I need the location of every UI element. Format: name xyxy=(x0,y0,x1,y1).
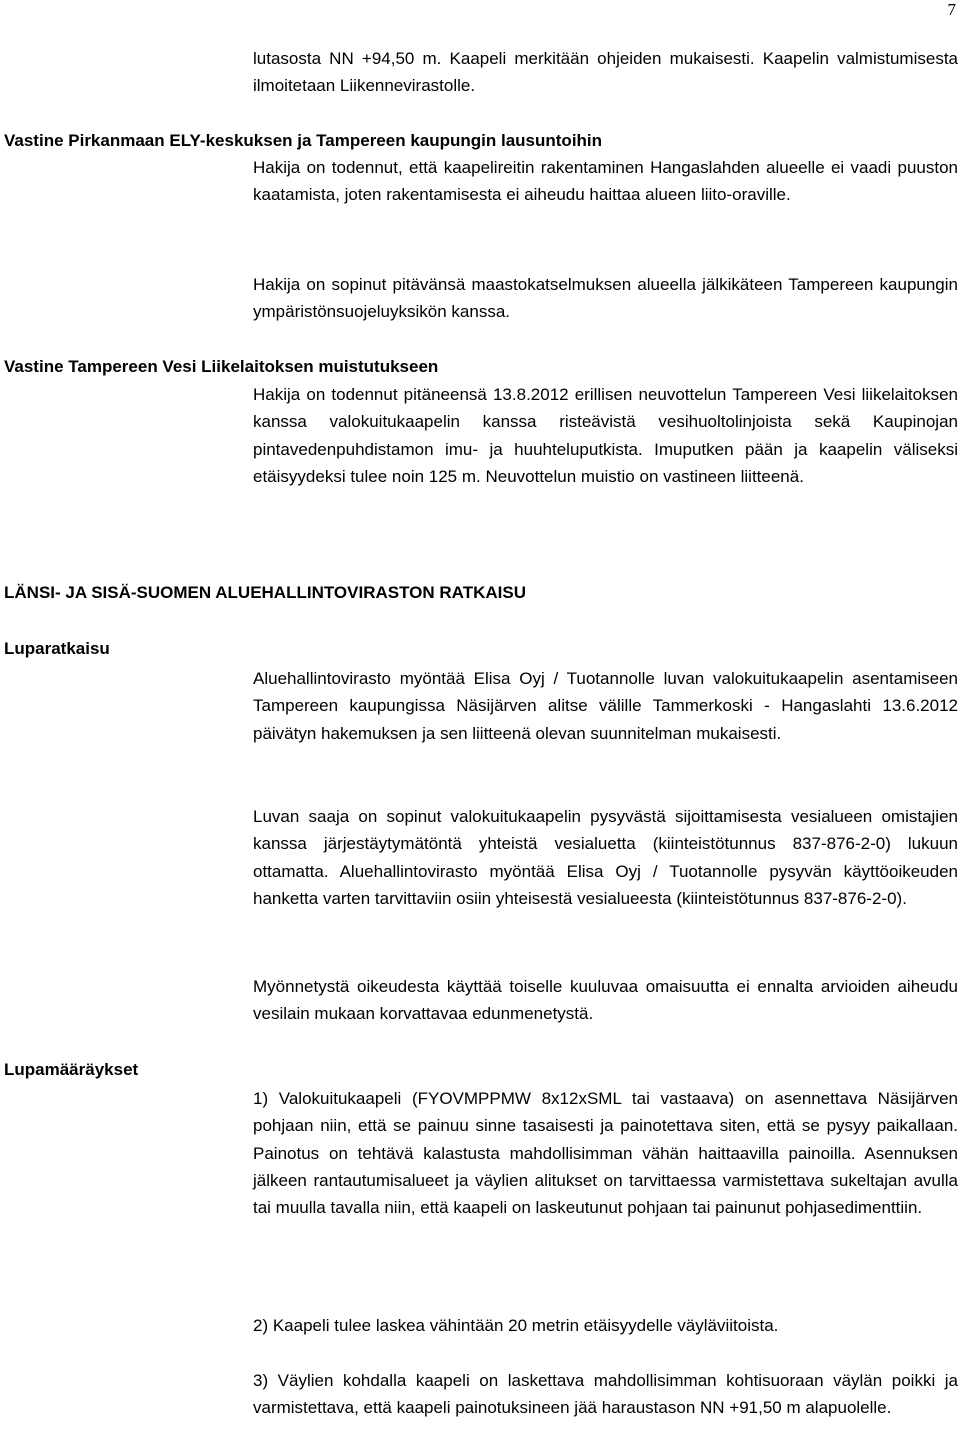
luparatkaisu-text-2: Luvan saaja on sopinut valokuitukaapelin pysyvästä sijoittamisesta vesialueen omistajien kanssa järjestäytymätöntä yhteistä vesialuetta (kiinteistötunnus 837-876-2-0) lukuun ottamatta. Aluehallintovirasto myöntää Elisa Oyj / Tuotannolle pysyvän käyttöoikeuden hanketta varten tarvittaviin osiin yhteisestä vesialueesta (kiinteistötunnus 837-876-2-0). xyxy=(253,807,958,908)
intro-text: lutasosta NN +94,50 m. Kaapeli merkitään ohjeiden mukaisesti. Kaapelin valmistumisesta ilmoitetaan Liikennevirastolle. xyxy=(253,49,958,96)
ely-paragraph-1 xyxy=(253,154,958,209)
page-number: 7 xyxy=(947,0,956,19)
vesi-text: Hakija on todennut pitäneensä 13.8.2012 erillisen neuvottelun Tampereen Vesi liikelaitoksen kanssa valokuitukaapelin kanssa risteävistä vesihuoltolinjoista sekä Kaupinojan pintavedenpuhdistamon imu- ja huuhteluputkista. Imuputken pään ja kaapelin väliseksi etäisyydeksi tulee noin 125 m. Neuvottelun muistio on vastineen liitteenä. xyxy=(253,385,958,486)
heading-luparatkaisu: Luparatkaisu xyxy=(4,639,110,658)
luparatkaisu-paragraph-3 xyxy=(253,973,958,1028)
main-heading: LÄNSI- JA SISÄ-SUOMEN ALUEHALLINTOVIRASTON RATKAISU xyxy=(4,583,526,602)
lupamaarays-item-2 xyxy=(253,1312,958,1339)
lupamaarays-item-3 xyxy=(253,1367,958,1422)
heading-vesi-response: Vastine Tampereen Vesi Liikelaitoksen muistutukseen xyxy=(4,357,439,376)
lupamaarays-text-1: 1) Valokuitukaapeli (FYOVMPPMW 8x12xSML tai vastaava) on asennettava Näsijärven pohjaan niin, että se painuu sinne tasaisesti ja painotettava siten, että se pysyy paikallaan. Painotus on tehtävä kalastusta mahdollisimman vähän haittaavilla painoilla. Asennuksen jälkeen rantautumisalueet ja väylien alitukset on tarvittaessa varmistettava sukeltajan avulla tai muulla tavalla niin, että kaapeli on laskeutunut pohjaan tai painunut pohjasedimenttiin. xyxy=(253,1089,958,1218)
intro-paragraph xyxy=(253,45,958,100)
lupamaarays-text-2: 2) Kaapeli tulee laskea vähintään 20 metrin etäisyydelle väyläviitoista. xyxy=(253,1316,779,1335)
vesi-paragraph xyxy=(253,381,958,490)
luparatkaisu-paragraph-1 xyxy=(253,665,958,747)
heading-ely-response: Vastine Pirkanmaan ELY-keskuksen ja Tampereen kaupungin lausuntoihin xyxy=(4,131,603,150)
luparatkaisu-text-3: Myönnetystä oikeudesta käyttää toiselle kuuluvaa omaisuutta ei ennalta arvioiden aiheudu vesilain mukaan korvattavaa edunmenetystä. xyxy=(253,977,958,1024)
luparatkaisu-paragraph-2 xyxy=(253,803,958,912)
heading-lupamaaraykset: Lupamääräykset xyxy=(4,1060,139,1079)
ely-paragraph-2 xyxy=(253,271,958,326)
lupamaarays-item-1 xyxy=(253,1085,958,1221)
luparatkaisu-text-1: Aluehallintovirasto myöntää Elisa Oyj / Tuotannolle luvan valokuitukaapelin asentamiseen Tampereen kaupungissa Näsijärven alitse välille Tammerkoski - Hangaslahti 13.6.2012 päivätyn hakemuksen ja sen liitteenä olevan suunnitelman mukaisesti. xyxy=(253,669,958,743)
ely-text-2: Hakija on sopinut pitävänsä maastokatselmuksen alueella jälkikäteen Tampereen kaupungin ympäristönsuojeluyksikön kanssa. xyxy=(253,275,958,322)
ely-text-1: Hakija on todennut, että kaapelireitin rakentaminen Hangaslahden alueelle ei vaadi puuston kaatamista, joten rakentamisesta ei aiheudu haittaa alueen liito-oraville. xyxy=(253,158,958,205)
lupamaarays-text-3: 3) Väylien kohdalla kaapeli on laskettava mahdollisimman kohtisuoraan väylän poikki ja varmistettava, että kaapeli painotuksineen jää haraustason NN +91,50 m alapuolelle. xyxy=(253,1371,958,1418)
